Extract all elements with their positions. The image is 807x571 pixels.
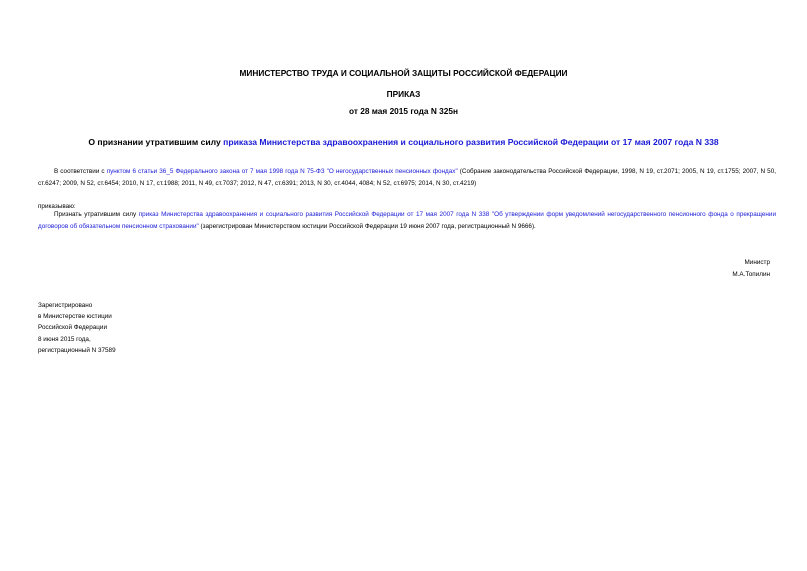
decision-link-order-338[interactable]: приказ Министерства здравоохранения и социального развития Российской Федерации от 17 мая 2007 года N 338 "Об утверждении форм уведомлений негосударственного пенсионного фонда о прекращении договоров об обязательном пенсионном страховании" <box>38 211 776 230</box>
title-link-order-338[interactable]: приказа Министерства здравоохранения и социального развития Российской Федерации от 17 мая 2007 года N 338 <box>223 137 719 147</box>
ministry-name: МИНИСТЕРСТВО ТРУДА И СОЦИАЛЬНОЙ ЗАЩИТЫ РОССИЙСКОЙ ФЕДЕРАЦИИ <box>239 68 568 78</box>
registration-line: регистрационный N 37589 <box>38 347 116 354</box>
title-prefix: О признании утратившим силу <box>88 137 224 147</box>
decision-prefix: Признать утратившим силу <box>54 211 139 218</box>
document-date: от 28 мая 2015 года N 325н <box>349 106 458 116</box>
registration-line: Российской Федерации <box>38 324 107 331</box>
basis-link-federal-law[interactable]: пунктом 6 статьи 36_5 Федерального закона от 7 мая 1998 года N 75-ФЗ "О негосударственных пенсионных фондах" <box>106 168 458 175</box>
document-title <box>0 137 807 148</box>
registration-line: 8 июня 2015 года, <box>38 336 91 343</box>
decision-paragraph <box>38 209 776 233</box>
basis-suffix: (Собрание законодательства Российской Федерации, 1998, N 19, ст.2071; 2005, N 19, ст.1755; 2007, N 50, ст.6247; 2009, N 52, ст.6454; 2010, N 17, ст.1988; 2011, N 49, ст.7037; 2012, N 47, ст.6391; 2013, N 30, ст.4044, 4084; N 52, ст.6975; 2014, N 30, ст.4219) <box>38 168 776 187</box>
registration-line: Зарегистрировано <box>38 302 93 309</box>
signatory-name: М.А.Топилин <box>732 271 770 278</box>
orders-word: приказываю: <box>38 203 76 210</box>
document-type: ПРИКАЗ <box>386 89 421 99</box>
basis-paragraph <box>38 166 776 190</box>
registration-line: в Министерстве юстиции <box>38 313 112 320</box>
decision-suffix: (зарегистрирован Министерством юстиции Российской Федерации 19 июня 2007 года, регистрационный N 9666). <box>198 223 536 230</box>
signatory-position: Министр <box>744 259 770 266</box>
basis-prefix: В соответствии с <box>54 168 107 175</box>
